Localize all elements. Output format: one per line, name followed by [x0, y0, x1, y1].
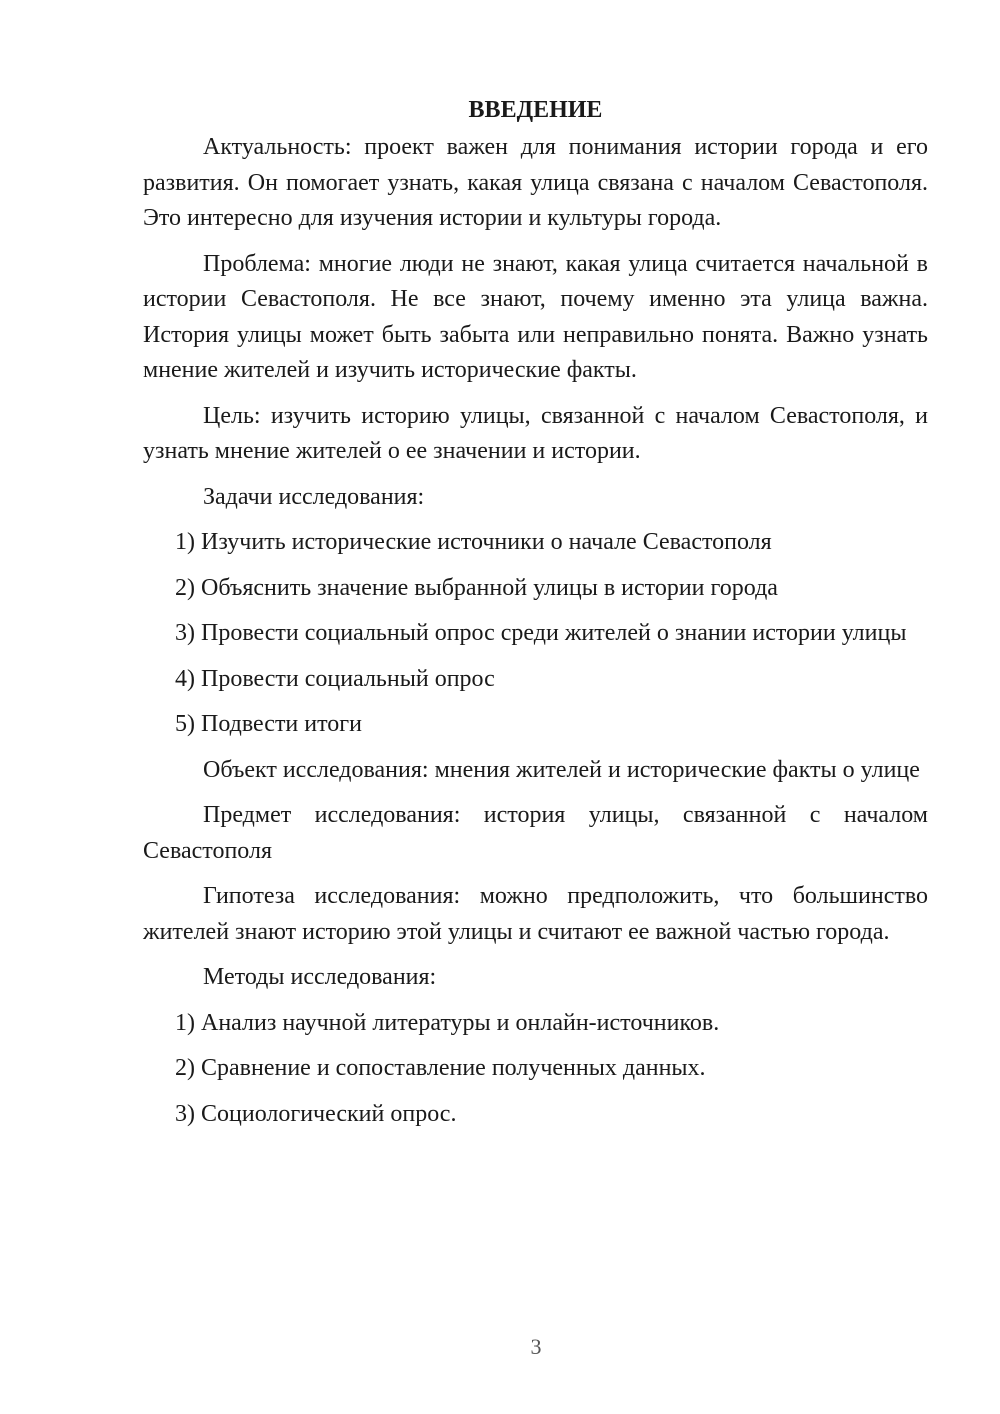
page-number: 3	[530, 1334, 542, 1359]
goal-paragraph: Цель: изучить историю улицы, связанной с началом Севастополя, и узнать мнение жителей о ее значении и истории.	[143, 402, 928, 464]
subject-paragraph: Предмет исследования: история улицы, связанной с началом Севастополя	[143, 802, 928, 864]
hypothesis-paragraph: Гипотеза исследования: можно предположить, что большинство жителей знают историю этой улицы и считают ее важной частью города.	[143, 883, 928, 945]
list-item: 4) Провести социальный опрос	[175, 665, 495, 692]
page-content	[143, 92, 928, 1142]
list-item: 2) Объяснить значение выбранной улицы в истории города	[175, 574, 778, 601]
list-item: 3) Социологический опрос.	[175, 1100, 457, 1127]
list-item: 1) Анализ научной литературы и онлайн-источников.	[175, 1009, 720, 1036]
section-heading: ВВЕДЕНИЕ	[468, 97, 603, 123]
methods-label: Методы исследования:	[203, 964, 437, 990]
list-item: 2) Сравнение и сопоставление полученных данных.	[175, 1055, 706, 1081]
problem-paragraph: Проблема: многие люди не знают, какая улица считается начальной в истории Севастополя. Не все знают, почему именно эта улица важна. История улицы может быть забыта или неправильно понята. Важно узнать мнение жителей и изучить исторические факты.	[143, 250, 928, 383]
methods-list	[143, 1006, 928, 1133]
tasks-label: Задачи исследования:	[203, 483, 425, 510]
list-item: 1) Изучить исторические источники о начале Севастополя	[175, 529, 772, 555]
list-item: 5) Подвести итоги	[175, 711, 362, 737]
object-paragraph: Объект исследования: мнения жителей и исторические факты о улице	[203, 756, 920, 783]
relevance-paragraph: Актуальность: проект важен для понимания истории города и его развития. Он помогает узнать, какая улица связана с началом Севастополя. Это интересно для изучения истории и культуры города.	[143, 134, 928, 231]
tasks-list	[143, 525, 928, 743]
list-item: 3) Провести социальный опрос среди жителей о знании истории улицы	[175, 620, 907, 646]
